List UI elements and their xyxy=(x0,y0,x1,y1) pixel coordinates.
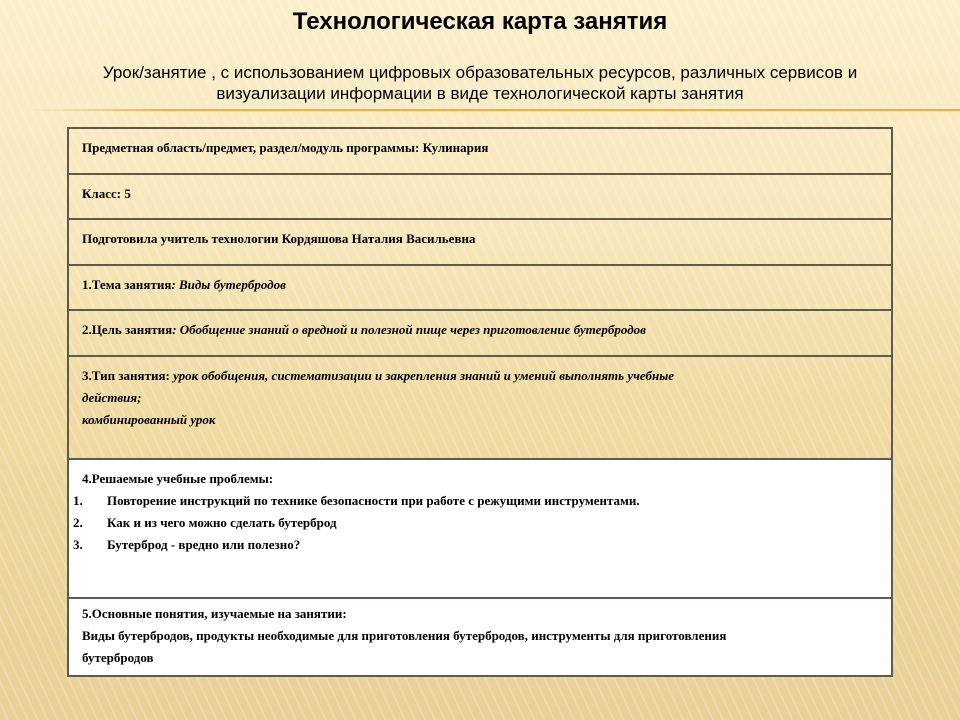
row-concepts xyxy=(69,599,891,675)
lesson-card-table xyxy=(67,127,893,677)
goal-value: : Обобщение знаний о вредной и полезной пище через приготовление бутербродов xyxy=(172,322,646,337)
problem-text: Как и из чего можно сделать бутерброд xyxy=(107,515,337,530)
page-title: Технологическая карта занятия xyxy=(292,8,668,35)
problem-item xyxy=(69,534,891,556)
author-text: Подготовила учитель технологии Кордяшова Наталия Васильевна xyxy=(82,231,476,246)
concepts-label: 5.Основные понятия, изучаемые на занятии: xyxy=(82,606,347,621)
problem-number: 1. xyxy=(73,493,83,508)
problems-label: 4.Решаемые учебные проблемы: xyxy=(82,471,274,486)
type-label: 3.Тип занятия: xyxy=(82,368,170,383)
concepts-line-2: бутербродов xyxy=(82,650,154,665)
row-lesson-type xyxy=(69,357,891,460)
problem-number: 3. xyxy=(73,537,83,552)
topic-label: 1.Тема занятия xyxy=(82,277,172,292)
subtitle-line-1: Урок/занятие , с использованием цифровых образовательных ресурсов, различных сервисов и xyxy=(102,63,858,82)
goal-label: 2.Цель занятия xyxy=(82,322,173,337)
problem-item xyxy=(69,512,891,534)
problem-text: Бутерброд - вредно или полезно? xyxy=(107,537,301,552)
problem-text: Повторение инструкций по технике безопасности при работе с режущими инструментами. xyxy=(107,493,640,508)
row-subject xyxy=(69,129,891,175)
row-author xyxy=(69,220,891,266)
row-problems xyxy=(69,460,891,599)
type-value-line-1: урок обобщения, систематизации и закрепления знаний и умений выполнять учебные xyxy=(169,368,675,383)
row-goal xyxy=(69,311,891,357)
type-value-line-3: комбинированный урок xyxy=(82,412,216,427)
topic-value: : Виды бутербродов xyxy=(171,277,286,292)
problems-list xyxy=(73,490,891,556)
problem-item xyxy=(69,490,891,512)
concepts-line-1: Виды бутербродов, продукты необходимые для приготовления бутербродов, инструменты для приготовления xyxy=(82,628,727,643)
type-value-line-2: действия; xyxy=(82,390,142,405)
subject-text: Предметная область/предмет, раздел/модуль программы: Кулинария xyxy=(82,140,489,155)
subtitle-line-2: визуализации информации в виде технологической карты занятия xyxy=(216,84,744,103)
page-subtitle xyxy=(40,62,920,104)
row-topic xyxy=(69,266,891,311)
grade-text: Класс: 5 xyxy=(82,186,131,201)
row-grade xyxy=(69,175,891,220)
problem-number: 2. xyxy=(73,515,83,530)
accent-rule xyxy=(30,109,960,111)
